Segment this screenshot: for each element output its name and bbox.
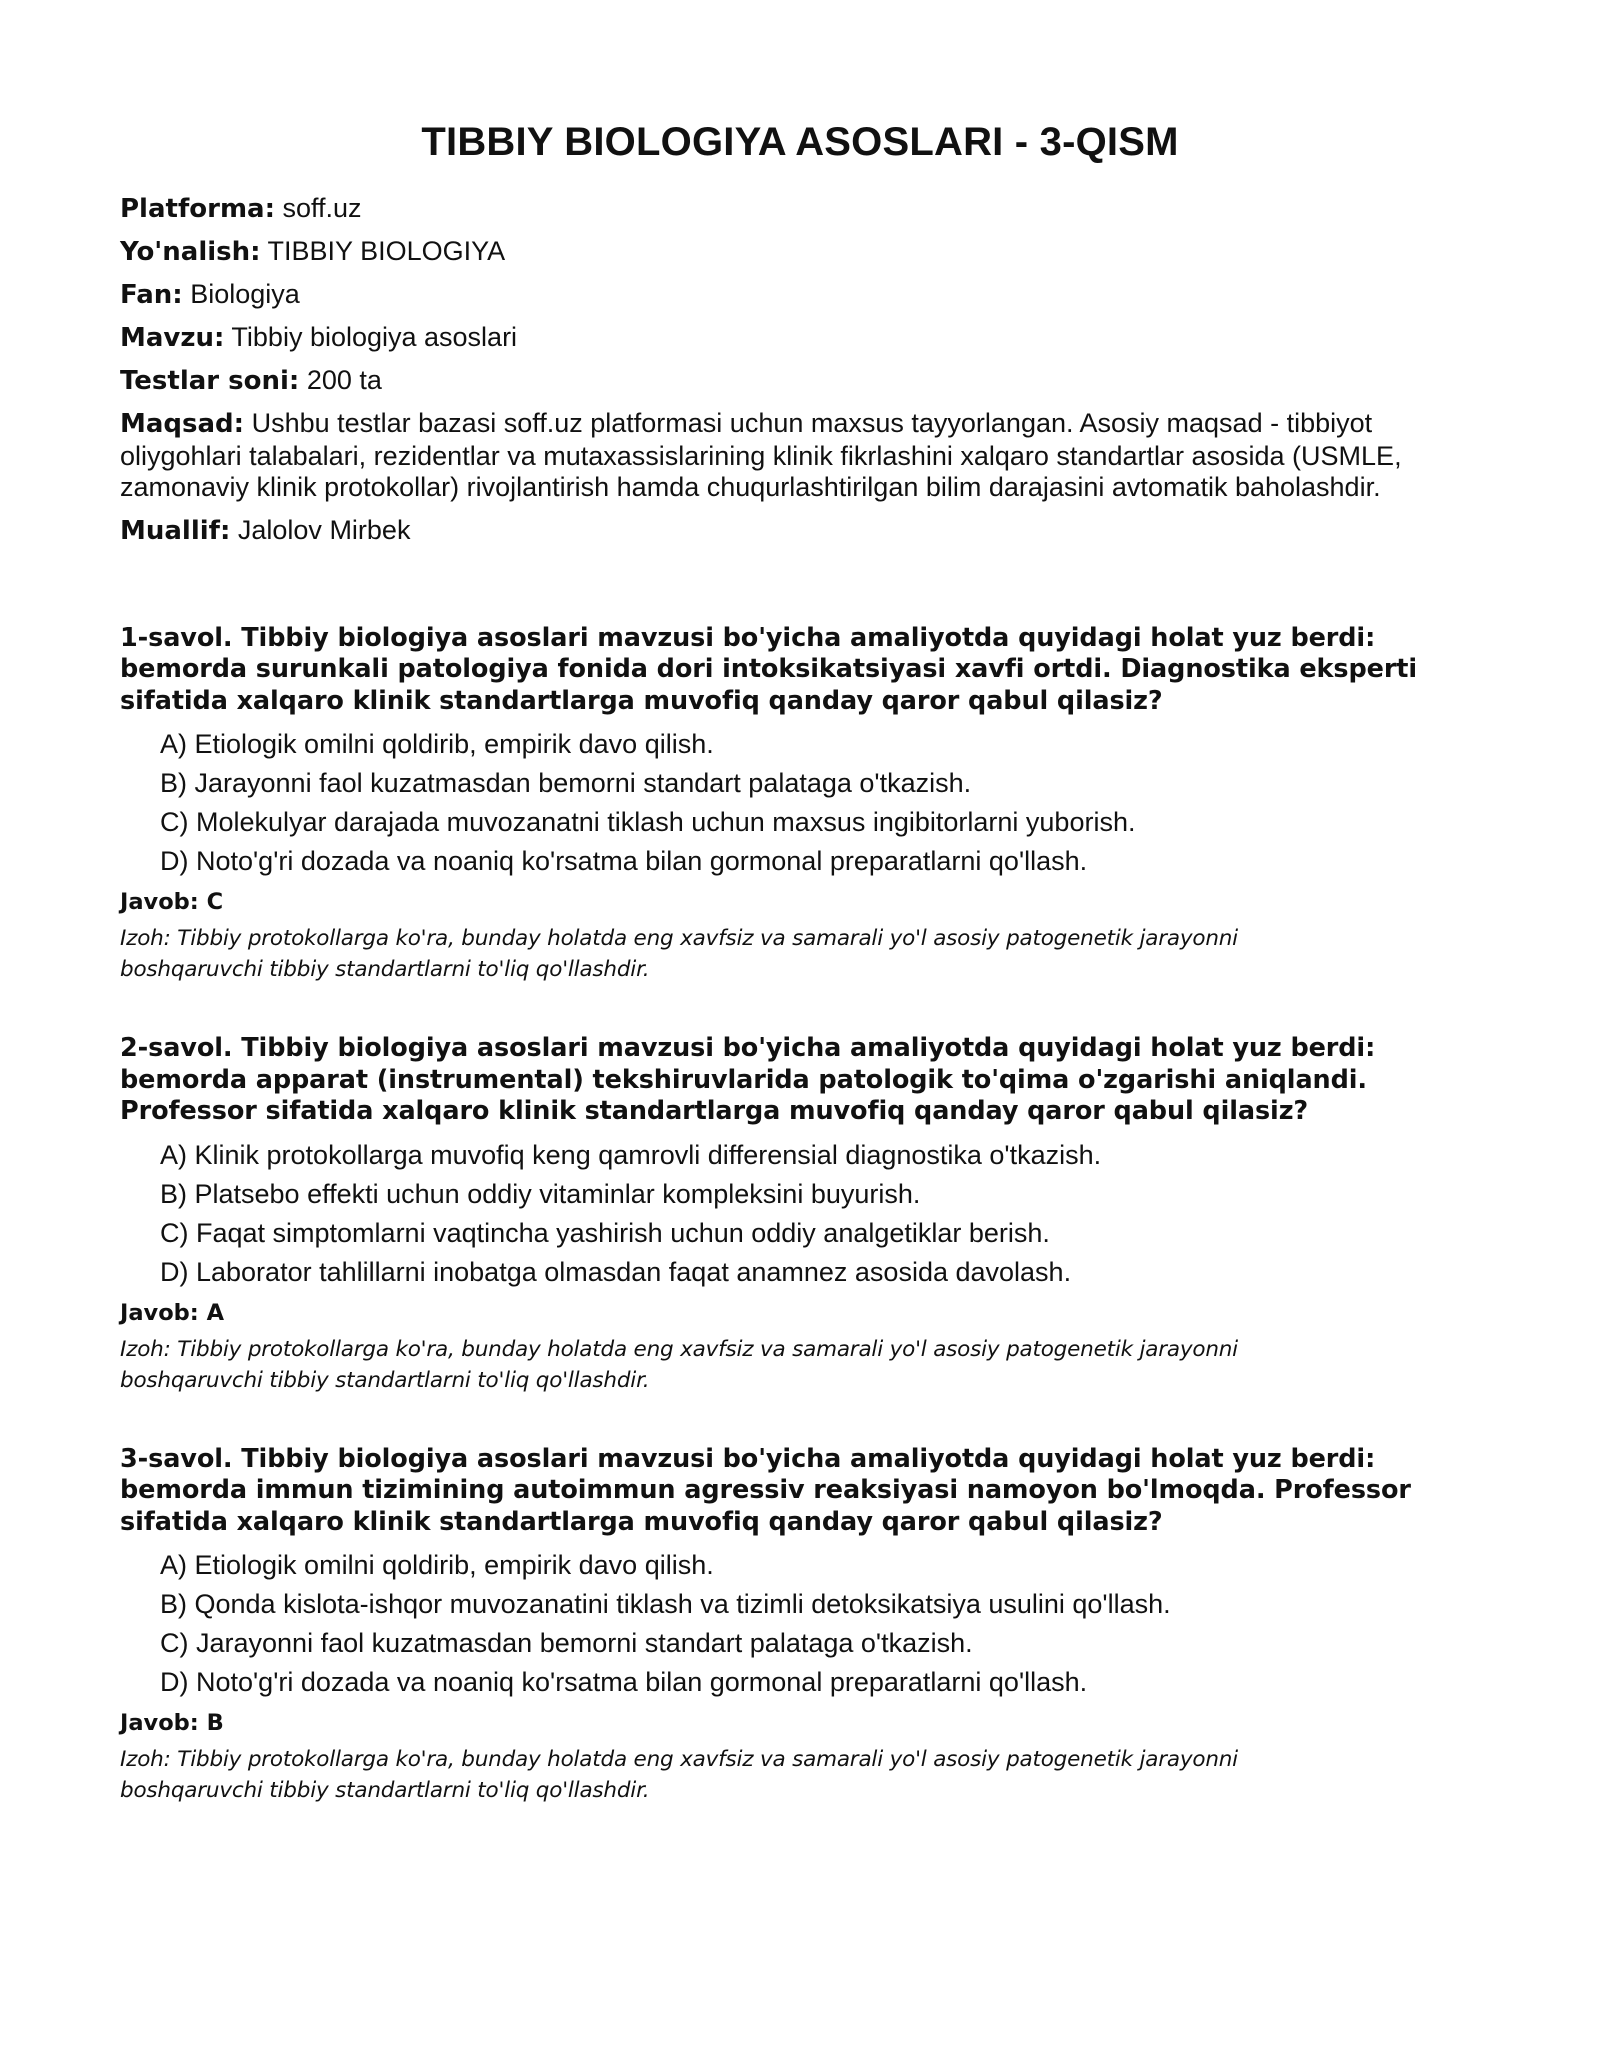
meta-label: Testlar soni: bbox=[120, 366, 300, 396]
explanation-note: Izoh: Tibbiy protokollarga ko'ra, bunday holatda eng xavfsiz va samarali yo'l asosiy patogenetik jarayonni boshqaruvchi tibbiy standartlarni to'liq qo'llashdir. bbox=[120, 926, 1238, 982]
question-3 bbox=[120, 1444, 1450, 1807]
option-c: C) Faqat simptomlarni vaqtincha yashirish uchun oddiy analgetiklar berish. bbox=[160, 1217, 1050, 1248]
option-d: D) Noto'g'ri dozada va noaniq ko'rsatma bilan gormonal preparatlarni qo'llash. bbox=[160, 846, 1088, 876]
option-a: A) Klinik protokollarga muvofiq keng qamrovli differensial diagnostika o'tkazish. bbox=[160, 1139, 1102, 1170]
option-b: B) Qonda kislota-ishqor muvozanatini tiklash va tizimli detoksikatsiya usulini qo'llash. bbox=[160, 1589, 1171, 1619]
option-list bbox=[120, 1140, 1450, 1288]
meta-direction bbox=[120, 236, 1450, 268]
meta-value: TIBBIY BIOLOGIYA bbox=[267, 236, 506, 266]
meta-value: Tibbiy biologiya asoslari bbox=[231, 322, 518, 352]
question-2 bbox=[120, 1033, 1450, 1396]
option-c: C) Molekulyar darajada muvozanatni tiklash uchun maxsus ingibitorlarni yuborish. bbox=[160, 807, 1136, 837]
question-list bbox=[120, 623, 1450, 1807]
meta-label: Muallif: bbox=[120, 515, 231, 546]
meta-label: Maqsad: bbox=[120, 409, 245, 439]
option-b: B) Platsebo effekti uchun oddiy vitaminlar kompleksini buyurish. bbox=[160, 1178, 921, 1209]
answer-line: Javob: C bbox=[120, 889, 224, 915]
answer-line: Javob: A bbox=[120, 1299, 225, 1326]
meta-purpose bbox=[120, 408, 1450, 504]
option-a: A) Etiologik omilni qoldirib, empirik davo qilish. bbox=[160, 729, 714, 759]
option-c: C) Jarayonni faol kuzatmasdan bemorni standart palataga o'tkazish. bbox=[160, 1628, 973, 1658]
option-d: D) Laborator tahlillarni inobatga olmasdan faqat anamnez asosida davolash. bbox=[160, 1256, 1072, 1287]
explanation-note: Izoh: Tibbiy protokollarga ko'ra, bunday holatda eng xavfsiz va samarali yo'l asosiy patogenetik jarayonni boshqaruvchi tibbiy standartlarni to'liq qo'llashdir. bbox=[120, 1747, 1238, 1803]
meta-label: Platforma: bbox=[120, 194, 275, 224]
question-1 bbox=[120, 623, 1450, 986]
explanation-note: Izoh: Tibbiy protokollarga ko'ra, bunday holatda eng xavfsiz va samarali yo'l asosiy patogenetik jarayonni boshqaruvchi tibbiy standartlarni to'liq qo'llashdir. bbox=[120, 1336, 1238, 1393]
meta-value: Ushbu testlar bazasi soff.uz platformasi uchun maxsus tayyorlangan. Asosiy maqsad - tibbiyot oliygohlari talabalari, rezidentlar va mutaxassislarining klinik fikrlashini xalqaro standartlar asosida (USMLE, zamonaviy klinik protokollar) rivojlantirish hamda chuqurlashtirilgan bilim darajasini avtomatik baholashdir. bbox=[120, 408, 1402, 502]
document-title: TIBBIY BIOLOGIYA ASOSLARI - 3-QISM bbox=[421, 120, 1179, 164]
question-text: 1-savol. Tibbiy biologiya asoslari mavzusi bo'yicha amaliyotda quyidagi holat yuz berdi: bemorda surunkali patologiya fonida dori intoksikatsiyasi xavfi ortdi. Diagnostika eksperti sifatida xalqaro klinik standartlarga muvofiq qanday qaror qabul qilasiz? bbox=[120, 622, 1418, 716]
meta-label: Fan: bbox=[120, 280, 183, 310]
meta-label: Yo'nalish: bbox=[120, 237, 261, 267]
meta-value: Biologiya bbox=[190, 279, 300, 309]
question-text: 2-savol. Tibbiy biologiya asoslari mavzusi bo'yicha amaliyotda quyidagi holat yuz berdi: bemorda apparat (instrumental) tekshiruvlarida patologik to'qima o'zgarishi aniqlandi. Professor sifatida xalqaro klinik standartlarga muvofiq qanday qaror qabul qilasiz? bbox=[120, 1033, 1376, 1126]
option-a: A) Etiologik omilni qoldirib, empirik davo qilish. bbox=[160, 1550, 714, 1580]
meta-author bbox=[120, 515, 1450, 547]
question-text: 3-savol. Tibbiy biologiya asoslari mavzusi bo'yicha amaliyotda quyidagi holat yuz berdi: bemorda immun tizimining autoimmun agressiv reaksiyasi namoyon bo'lmoqda. Professor sifatida xalqaro klinik standartlarga muvofiq qanday qaror qabul qilasiz? bbox=[120, 1443, 1411, 1537]
answer-line: Javob: B bbox=[120, 1710, 224, 1736]
meta-topic bbox=[120, 322, 1450, 354]
meta-label: Mavzu: bbox=[120, 323, 225, 353]
option-list bbox=[120, 1550, 1450, 1698]
option-list bbox=[120, 729, 1450, 877]
meta-value: soff.uz bbox=[282, 193, 362, 223]
meta-subject bbox=[120, 279, 1450, 311]
document-meta bbox=[120, 193, 1450, 547]
meta-test-count bbox=[120, 365, 1450, 397]
meta-platform bbox=[120, 193, 1450, 225]
option-d: D) Noto'g'ri dozada va noaniq ko'rsatma bilan gormonal preparatlarni qo'llash. bbox=[160, 1667, 1088, 1697]
meta-value: Jalolov Mirbek bbox=[237, 514, 411, 545]
meta-value: 200 ta bbox=[306, 365, 382, 395]
option-b: B) Jarayonni faol kuzatmasdan bemorni standart palataga o'tkazish. bbox=[160, 768, 972, 798]
